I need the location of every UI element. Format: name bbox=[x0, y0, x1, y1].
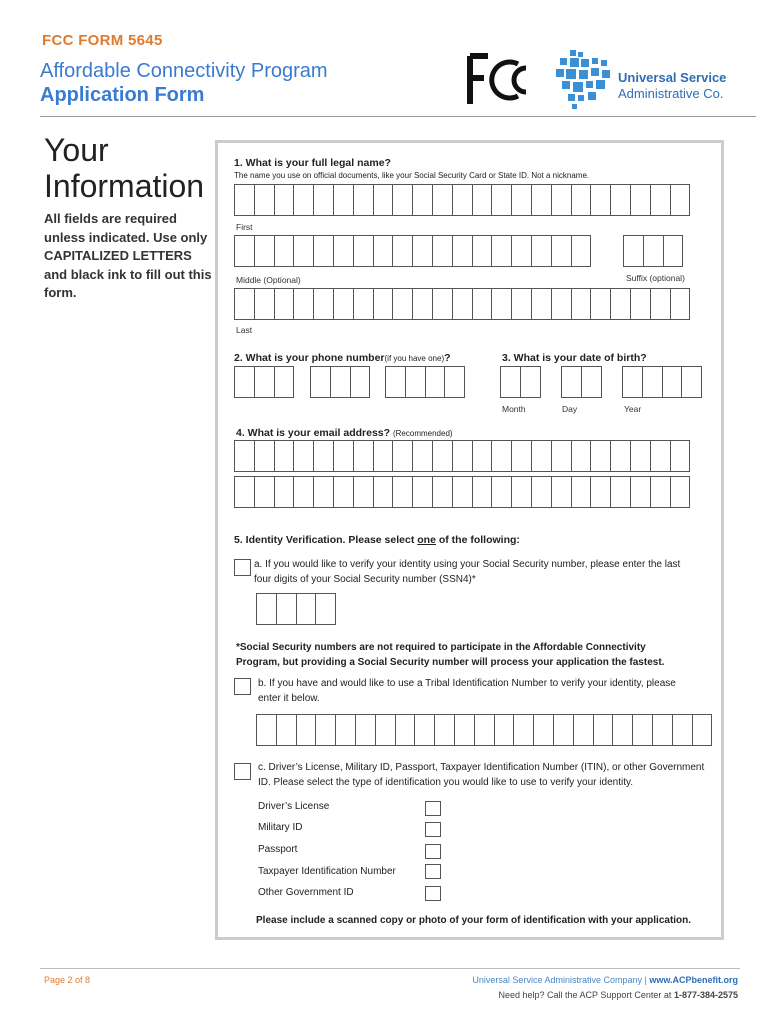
section-heading-line2: Information bbox=[44, 168, 205, 204]
character-box[interactable] bbox=[254, 184, 275, 216]
character-box[interactable] bbox=[315, 593, 336, 625]
character-box[interactable] bbox=[313, 288, 334, 320]
option-a-text: a. If you would like to verify your identity using your Social Security number, please enter the last four digits of your Social Security number (SSN4)* bbox=[254, 559, 681, 585]
character-box[interactable] bbox=[335, 714, 356, 746]
header-divider bbox=[40, 116, 756, 117]
character-box[interactable] bbox=[276, 714, 297, 746]
id-type-itin-label: Taxpayer Identification Number bbox=[258, 866, 396, 877]
character-box[interactable] bbox=[452, 440, 473, 472]
character-box[interactable] bbox=[531, 235, 552, 267]
year-label: Year bbox=[624, 404, 642, 414]
character-box[interactable] bbox=[511, 184, 532, 216]
footer-help-line: Need help? Call the ACP Support Center at 1-877-384-2575 bbox=[498, 990, 738, 1000]
character-box[interactable] bbox=[491, 476, 512, 508]
ssn-note: *Social Security numbers are not required to participate in the Affordable Connectivity Program, but providing a Social Security number will process your application the fastest. bbox=[236, 642, 665, 668]
character-box[interactable] bbox=[274, 235, 295, 267]
character-box[interactable] bbox=[531, 440, 552, 472]
character-box[interactable] bbox=[313, 476, 334, 508]
footer-divider bbox=[40, 968, 740, 969]
character-box[interactable] bbox=[472, 440, 493, 472]
character-box[interactable] bbox=[414, 714, 435, 746]
character-box[interactable] bbox=[511, 476, 532, 508]
character-box[interactable] bbox=[472, 476, 493, 508]
character-box[interactable] bbox=[330, 366, 351, 398]
character-box[interactable] bbox=[632, 714, 653, 746]
character-box[interactable] bbox=[511, 440, 532, 472]
character-box[interactable] bbox=[474, 714, 495, 746]
option-b-text: b. If you have and would like to use a Tribal Identification Number to verify your identity, please enter it below. bbox=[258, 678, 676, 704]
character-box[interactable] bbox=[274, 184, 295, 216]
character-box[interactable] bbox=[610, 476, 631, 508]
id-type-military-id-checkbox[interactable] bbox=[425, 822, 441, 837]
option-c-checkbox[interactable] bbox=[234, 763, 251, 780]
id-type-other-checkbox[interactable] bbox=[425, 886, 441, 901]
form-title: Application Form bbox=[40, 84, 205, 106]
character-box[interactable] bbox=[310, 366, 331, 398]
q3-label: 3. What is your date of birth? bbox=[502, 352, 647, 364]
id-type-drivers-license-checkbox[interactable] bbox=[425, 801, 441, 816]
character-box[interactable] bbox=[590, 184, 611, 216]
character-box[interactable] bbox=[551, 288, 572, 320]
character-box[interactable] bbox=[392, 476, 413, 508]
character-box[interactable] bbox=[333, 440, 354, 472]
character-box[interactable] bbox=[650, 288, 671, 320]
usac-name-line1: Universal Service bbox=[618, 70, 727, 85]
character-box[interactable] bbox=[432, 184, 453, 216]
character-box[interactable] bbox=[551, 235, 572, 267]
character-box[interactable] bbox=[274, 366, 295, 398]
character-box[interactable] bbox=[254, 440, 275, 472]
character-box[interactable] bbox=[642, 366, 663, 398]
support-phone: 1-877-384-2575 bbox=[673, 990, 738, 1000]
character-box[interactable] bbox=[571, 288, 592, 320]
character-box[interactable] bbox=[452, 476, 473, 508]
character-box[interactable] bbox=[293, 288, 314, 320]
character-box[interactable] bbox=[432, 440, 453, 472]
character-box[interactable] bbox=[511, 235, 532, 267]
section-heading-line1: Your bbox=[44, 132, 109, 168]
program-title: Affordable Connectivity Program bbox=[40, 60, 328, 82]
character-box[interactable] bbox=[234, 440, 255, 472]
character-box[interactable] bbox=[531, 184, 552, 216]
character-box[interactable] bbox=[663, 235, 684, 267]
character-box[interactable] bbox=[373, 184, 394, 216]
email-boxes-line2[interactable] bbox=[234, 476, 689, 508]
character-box[interactable] bbox=[650, 184, 671, 216]
q5-label: 5. Identity Verification. Please select one of the following: bbox=[234, 534, 520, 546]
character-box[interactable] bbox=[491, 440, 512, 472]
character-box[interactable] bbox=[662, 366, 683, 398]
ssn4-boxes[interactable] bbox=[256, 593, 335, 625]
character-box[interactable] bbox=[353, 476, 374, 508]
character-box[interactable] bbox=[650, 440, 671, 472]
character-box[interactable] bbox=[520, 366, 541, 398]
id-type-military-id-label: Military ID bbox=[258, 822, 303, 833]
usac-name-line2: Administrative Co. bbox=[618, 86, 724, 101]
q1-label: 1. What is your full legal name? bbox=[234, 157, 391, 169]
character-box[interactable] bbox=[571, 184, 592, 216]
character-box[interactable] bbox=[375, 714, 396, 746]
character-box[interactable] bbox=[412, 184, 433, 216]
character-box[interactable] bbox=[256, 714, 277, 746]
character-box[interactable] bbox=[692, 714, 713, 746]
character-box[interactable] bbox=[392, 288, 413, 320]
character-box[interactable] bbox=[571, 440, 592, 472]
character-box[interactable] bbox=[353, 440, 374, 472]
character-box[interactable] bbox=[561, 366, 582, 398]
character-box[interactable] bbox=[652, 714, 673, 746]
character-box[interactable] bbox=[293, 184, 314, 216]
character-box[interactable] bbox=[355, 714, 376, 746]
character-box[interactable] bbox=[513, 714, 534, 746]
character-box[interactable] bbox=[392, 184, 413, 216]
character-box[interactable] bbox=[491, 184, 512, 216]
character-box[interactable] bbox=[373, 440, 394, 472]
character-box[interactable] bbox=[405, 366, 426, 398]
character-box[interactable] bbox=[412, 288, 433, 320]
id-type-drivers-license-label: Driver’s License bbox=[258, 801, 330, 812]
dob-month-boxes[interactable] bbox=[500, 366, 540, 398]
character-box[interactable] bbox=[500, 366, 521, 398]
character-box[interactable] bbox=[412, 235, 433, 267]
character-box[interactable] bbox=[643, 235, 664, 267]
character-box[interactable] bbox=[472, 184, 493, 216]
character-box[interactable] bbox=[254, 235, 275, 267]
email-boxes-line1[interactable] bbox=[234, 440, 689, 472]
character-box[interactable] bbox=[313, 440, 334, 472]
character-box[interactable] bbox=[452, 288, 473, 320]
first-name-boxes[interactable] bbox=[234, 184, 689, 216]
day-label: Day bbox=[562, 404, 578, 414]
character-box[interactable] bbox=[573, 714, 594, 746]
dob-year-boxes[interactable] bbox=[622, 366, 701, 398]
last-name-boxes[interactable] bbox=[234, 288, 689, 320]
character-box[interactable] bbox=[452, 184, 473, 216]
character-box[interactable] bbox=[511, 288, 532, 320]
character-box[interactable] bbox=[392, 440, 413, 472]
character-box[interactable] bbox=[551, 184, 572, 216]
character-box[interactable] bbox=[296, 714, 317, 746]
fcc-logo bbox=[466, 52, 530, 108]
character-box[interactable] bbox=[432, 476, 453, 508]
id-type-other-label: Other Government ID bbox=[258, 887, 354, 898]
character-box[interactable] bbox=[590, 288, 611, 320]
character-box[interactable] bbox=[234, 366, 255, 398]
character-box[interactable] bbox=[274, 476, 295, 508]
dob-day-boxes[interactable] bbox=[561, 366, 601, 398]
character-box[interactable] bbox=[571, 235, 592, 267]
character-box[interactable] bbox=[630, 476, 651, 508]
character-box[interactable] bbox=[254, 288, 275, 320]
character-box[interactable] bbox=[454, 714, 475, 746]
character-box[interactable] bbox=[256, 593, 277, 625]
phone-area-code-boxes[interactable] bbox=[234, 366, 293, 398]
character-box[interactable] bbox=[623, 235, 644, 267]
character-box[interactable] bbox=[472, 235, 493, 267]
character-box[interactable] bbox=[670, 440, 691, 472]
middle-name-boxes[interactable] bbox=[234, 235, 590, 267]
character-box[interactable] bbox=[333, 235, 354, 267]
character-box[interactable] bbox=[385, 366, 406, 398]
character-box[interactable] bbox=[313, 184, 334, 216]
character-box[interactable] bbox=[274, 440, 295, 472]
character-box[interactable] bbox=[593, 714, 614, 746]
character-box[interactable] bbox=[494, 714, 515, 746]
character-box[interactable] bbox=[254, 476, 275, 508]
scan-note: Please include a scanned copy or photo of your form of identification with your application. bbox=[256, 915, 692, 926]
character-box[interactable] bbox=[293, 235, 314, 267]
character-box[interactable] bbox=[622, 366, 643, 398]
character-box[interactable] bbox=[452, 235, 473, 267]
character-box[interactable] bbox=[293, 476, 314, 508]
month-label: Month bbox=[502, 404, 526, 414]
character-box[interactable] bbox=[274, 288, 295, 320]
character-box[interactable] bbox=[296, 593, 317, 625]
q4-label: 4. What is your email address? (Recommended) bbox=[236, 427, 453, 439]
character-box[interactable] bbox=[581, 366, 602, 398]
character-box[interactable] bbox=[681, 366, 702, 398]
character-box[interactable] bbox=[630, 288, 651, 320]
page-number: Page 2 of 8 bbox=[44, 975, 91, 985]
character-box[interactable] bbox=[650, 476, 671, 508]
character-box[interactable] bbox=[276, 593, 297, 625]
character-box[interactable] bbox=[350, 366, 371, 398]
option-a-checkbox[interactable] bbox=[234, 559, 251, 576]
character-box[interactable] bbox=[293, 440, 314, 472]
character-box[interactable] bbox=[630, 184, 651, 216]
character-box[interactable] bbox=[590, 476, 611, 508]
phone-line-boxes[interactable] bbox=[385, 366, 464, 398]
character-box[interactable] bbox=[333, 184, 354, 216]
character-box[interactable] bbox=[612, 714, 633, 746]
character-box[interactable] bbox=[610, 184, 631, 216]
first-label: First bbox=[236, 222, 253, 232]
option-b-checkbox[interactable] bbox=[234, 678, 251, 695]
id-type-passport-checkbox[interactable] bbox=[425, 844, 441, 859]
last-label: Last bbox=[236, 325, 253, 335]
character-box[interactable] bbox=[670, 184, 691, 216]
character-box[interactable] bbox=[444, 366, 465, 398]
character-box[interactable] bbox=[313, 235, 334, 267]
character-box[interactable] bbox=[432, 235, 453, 267]
character-box[interactable] bbox=[425, 366, 446, 398]
character-box[interactable] bbox=[373, 476, 394, 508]
middle-label: Middle (Optional) bbox=[236, 275, 301, 285]
phone-prefix-boxes[interactable] bbox=[310, 366, 369, 398]
character-box[interactable] bbox=[491, 288, 512, 320]
character-box[interactable] bbox=[373, 235, 394, 267]
character-box[interactable] bbox=[234, 476, 255, 508]
character-box[interactable] bbox=[353, 288, 374, 320]
character-box[interactable] bbox=[670, 476, 691, 508]
suffix-boxes[interactable] bbox=[623, 235, 682, 267]
character-box[interactable] bbox=[590, 440, 611, 472]
character-box[interactable] bbox=[472, 288, 493, 320]
tribal-id-boxes[interactable] bbox=[256, 714, 711, 746]
footer-org-line: Universal Service Administrative Company | www.ACPbenefit.org bbox=[472, 975, 738, 985]
suffix-label: Suffix (optional) bbox=[626, 273, 685, 283]
id-type-passport-label: Passport bbox=[258, 844, 298, 855]
character-box[interactable] bbox=[670, 288, 691, 320]
instructions-text: All fields are required unless indicated. Use only CAPITALIZED LETTERS and black ink to fill out this form. bbox=[44, 211, 212, 300]
character-box[interactable] bbox=[434, 714, 455, 746]
character-box[interactable] bbox=[610, 440, 631, 472]
character-box[interactable] bbox=[234, 288, 255, 320]
character-box[interactable] bbox=[315, 714, 336, 746]
character-box[interactable] bbox=[533, 714, 554, 746]
q2-label: 2. What is your phone number(if you have one)? bbox=[234, 352, 451, 364]
character-box[interactable] bbox=[392, 235, 413, 267]
id-type-itin-checkbox[interactable] bbox=[425, 864, 441, 879]
character-box[interactable] bbox=[571, 476, 592, 508]
character-box[interactable] bbox=[630, 440, 651, 472]
character-box[interactable] bbox=[333, 476, 354, 508]
character-box[interactable] bbox=[553, 714, 574, 746]
website-link[interactable]: www.ACPbenefit.org bbox=[649, 975, 738, 985]
character-box[interactable] bbox=[432, 288, 453, 320]
usac-logo bbox=[556, 50, 614, 112]
character-box[interactable] bbox=[353, 235, 374, 267]
character-box[interactable] bbox=[234, 184, 255, 216]
character-box[interactable] bbox=[373, 288, 394, 320]
character-box[interactable] bbox=[333, 288, 354, 320]
character-box[interactable] bbox=[412, 440, 433, 472]
form-number: FCC FORM 5645 bbox=[42, 32, 163, 49]
character-box[interactable] bbox=[254, 366, 275, 398]
character-box[interactable] bbox=[531, 476, 552, 508]
character-box[interactable] bbox=[531, 288, 552, 320]
character-box[interactable] bbox=[234, 235, 255, 267]
character-box[interactable] bbox=[353, 184, 374, 216]
character-box[interactable] bbox=[610, 288, 631, 320]
character-box[interactable] bbox=[491, 235, 512, 267]
character-box[interactable] bbox=[672, 714, 693, 746]
q1-hint: The name you use on official documents, like your Social Security Card or State ID. Not a nickname. bbox=[234, 171, 590, 180]
character-box[interactable] bbox=[412, 476, 433, 508]
character-box[interactable] bbox=[395, 714, 416, 746]
character-box[interactable] bbox=[551, 476, 572, 508]
character-box[interactable] bbox=[551, 440, 572, 472]
option-c-text: c. Driver’s License, Military ID, Passport, Taxpayer Identification Number (ITIN), or other Government ID. Please select the type of identification you would like to use to verify your identity. bbox=[258, 762, 705, 788]
